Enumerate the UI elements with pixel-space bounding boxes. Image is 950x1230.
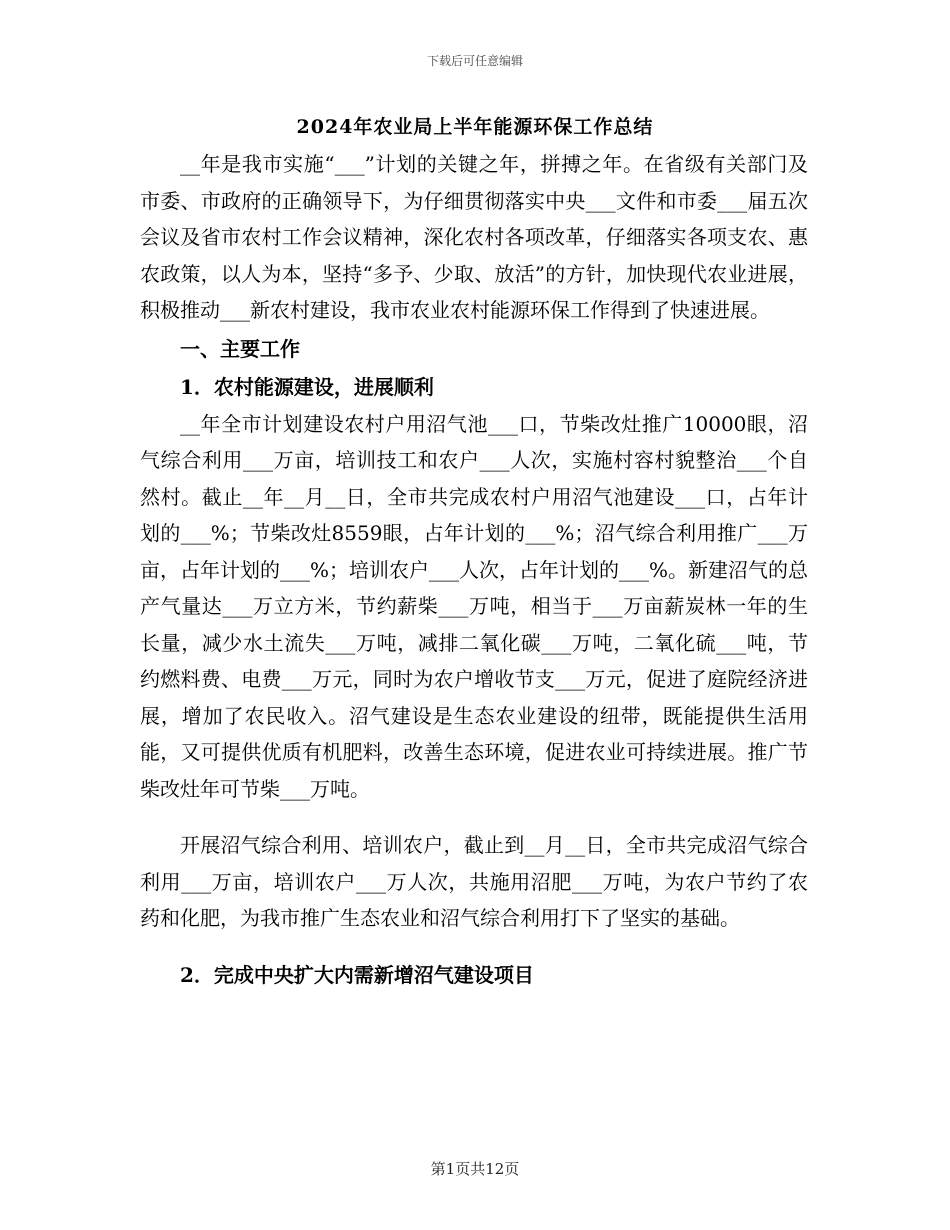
document-body (140, 146, 808, 993)
biogas-training-paragraph: 开展沼气综合利用、培训农户，截止到__月__日，全市共完成沼气综合利用___万亩，培训农户___万人次，共施用沼肥___万吨，为农户节约了农药和化肥，为我市推广生态农业和沼气综合利用打下了坚实的基础。 (140, 833, 808, 930)
page-number: 第1页共12页 (430, 1160, 520, 1178)
rural-energy-paragraph: __年全市计划建设农村户用沼气池___口，节柴改灶推广10000眼，沼气综合利用___万亩，培训技工和农户___人次，实施村容村貌整治___个自然村。截止__年__月__日，全市共完成农村户用沼气池建设___口，占年计划的___%；节柴改灶8559眼，占年计划的___%；沼气综合利用推广___万亩，占年计划的___%；培训农户___人次，占年计划的___%。新建沼气的总产气量达___万立方米，节约薪柴___万吨，相当于___万亩薪炭林一年的生长量，减少水土流失___万吨，减排二氧化碳___万吨，二氧化硫___吨，节约燃料费、电费___万元，同时为农户增收节支___万元，促进了庭院经济进展，增加了农民收入。沼气建设是生态农业建设的纽带，既能提供生活用能，又可提供优质有机肥料，改善生态环境，促进农业可持续进展。推广节柴改灶年可节柴___万吨。 (140, 411, 809, 801)
subsection-heading-central-project: 2．完成中央扩大内需新增沼气建设项目 (180, 962, 534, 987)
intro-paragraph: __年是我市实施“___”计划的关键之年，拼搏之年。在省级有关部门及市委、市政府的正确领导下，为仔细贯彻落实中央___文件和市委___届五次会议及省市农村工作会议精神，深化农村各项改革，仔细落实各项支农、惠农政策，以人为本，坚持“多予、少取、放活”的方针，加快现代农业进展，积极推动___新农村建设，我市农业农村能源环保工作得到了快速进展。 (140, 152, 808, 322)
document-title: 2024年农业局上半年能源环保工作总结 (296, 116, 654, 138)
header-note: 下载后可任意编辑 (426, 54, 523, 68)
subsection-heading-rural-energy: 1．农村能源建设，进展顺利 (180, 375, 434, 399)
section-heading-main-work: 一、主要工作 (180, 336, 300, 361)
